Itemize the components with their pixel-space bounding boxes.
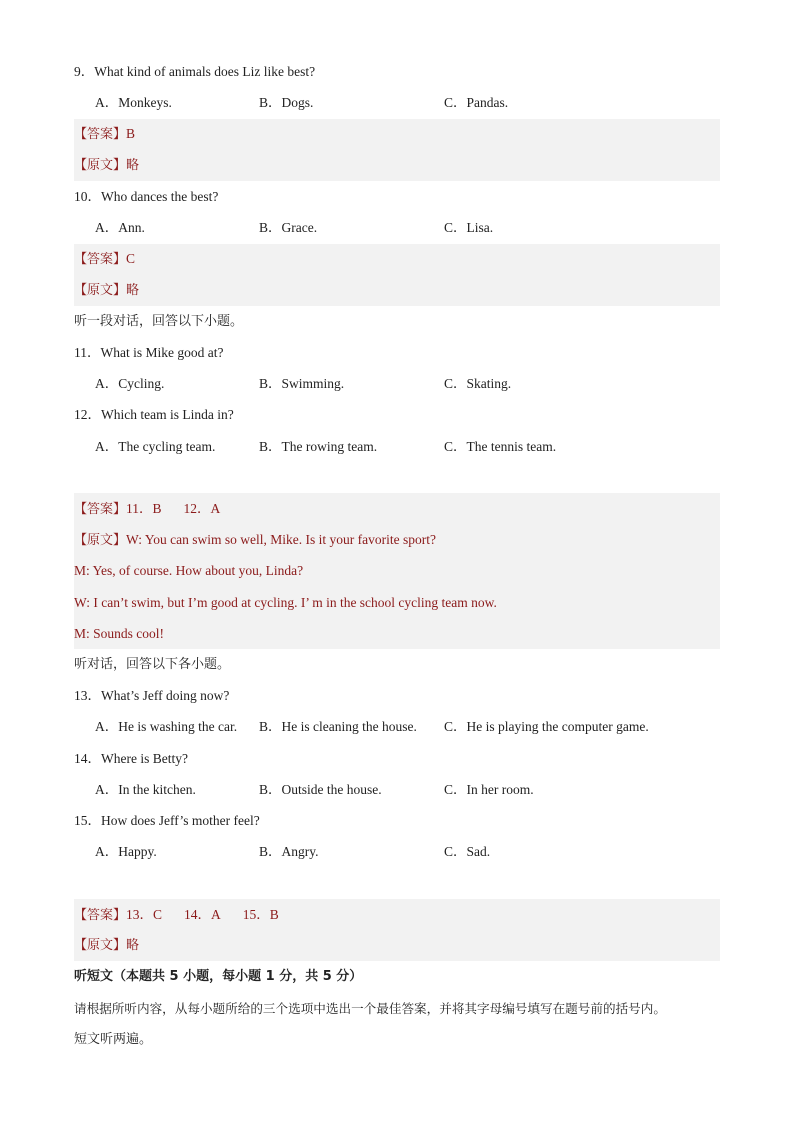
option-a: A．Happy. xyxy=(95,844,157,859)
option-b: B．Angry. xyxy=(259,844,319,859)
source-line-1: 【原文】W: You can swim so well, Mike. Is it your favorite sport? xyxy=(74,532,436,548)
options-12 xyxy=(74,437,724,457)
option-a: A．The cycling team. xyxy=(95,439,216,454)
dialog1-intro: 听一段对话，回答以下小题。 xyxy=(74,314,244,329)
dialog2-intro: 听对话，回答以下各小题。 xyxy=(74,657,231,672)
option-c: C．Lisa. xyxy=(444,220,494,235)
option-c: C．Sad. xyxy=(444,844,491,859)
source-dialog2: 【原文】略 xyxy=(74,938,140,953)
question-10: 10．Who dances the best? xyxy=(74,189,219,204)
answer-dialog2: 【答案】13．C 14．A 15．B xyxy=(74,907,279,923)
answer-10: 【答案】C xyxy=(74,251,136,267)
option-c: C．Pandas. xyxy=(444,95,509,110)
option-b: B．Grace. xyxy=(259,220,318,235)
option-b: B．Outside the house. xyxy=(259,782,382,797)
options-15 xyxy=(74,842,724,862)
option-a: A．Monkeys. xyxy=(95,95,172,110)
source-line-4: M: Sounds cool! xyxy=(74,626,165,641)
question-14: 14．Where is Betty? xyxy=(74,751,188,766)
option-c: C．He is playing the computer game. xyxy=(444,719,649,734)
answer-box-10 xyxy=(74,244,720,306)
option-c: C．Skating. xyxy=(444,376,512,391)
question-9: 9．What kind of animals does Liz like best? xyxy=(74,64,316,79)
options-9 xyxy=(74,93,724,113)
source-line-2: M: Yes, of course. How about you, Linda? xyxy=(74,563,304,578)
question-13: 13．What’s Jeff doing now? xyxy=(74,688,230,703)
option-a: A．Ann. xyxy=(95,220,145,235)
section-title: 听短文（本题共 5 小题，每小题 1 分，共 5 分） xyxy=(74,969,363,984)
question-15: 15．How does Jeff’s mother feel? xyxy=(74,813,260,828)
option-b: B．The rowing team. xyxy=(259,439,378,454)
option-b: B．He is cleaning the house. xyxy=(259,719,417,734)
source-line-3: W: I can’t swim, but I’m good at cycling. I’ m in the school cycling team now. xyxy=(74,595,497,610)
answer-9: 【答案】B xyxy=(74,126,136,142)
source-10: 【原文】略 xyxy=(74,283,140,298)
option-c: C．The tennis team. xyxy=(444,439,557,454)
option-a: A．In the kitchen. xyxy=(95,782,196,797)
answer-dialog1: 【答案】11．B 12．A xyxy=(74,501,221,517)
options-10 xyxy=(74,218,724,238)
question-12: 12．Which team is Linda in? xyxy=(74,407,234,422)
options-14 xyxy=(74,780,724,800)
option-c: C．In her room. xyxy=(444,782,534,797)
options-13 xyxy=(74,717,724,737)
option-a: A．Cycling. xyxy=(95,376,165,391)
option-b: B．Swimming. xyxy=(259,376,345,391)
answer-box-9 xyxy=(74,119,720,181)
source-9: 【原文】略 xyxy=(74,158,140,173)
question-11: 11．What is Mike good at? xyxy=(74,345,224,360)
option-b: B．Dogs. xyxy=(259,95,314,110)
section-note: 短文听两遍。 xyxy=(74,1032,153,1047)
option-a: A．He is washing the car. xyxy=(95,719,238,734)
section-instruction: 请根据所听内容，从每小题所给的三个选项中选出一个最佳答案，并将其字母编号填写在题号前的括号内。 xyxy=(74,1001,666,1016)
options-11 xyxy=(74,374,724,394)
